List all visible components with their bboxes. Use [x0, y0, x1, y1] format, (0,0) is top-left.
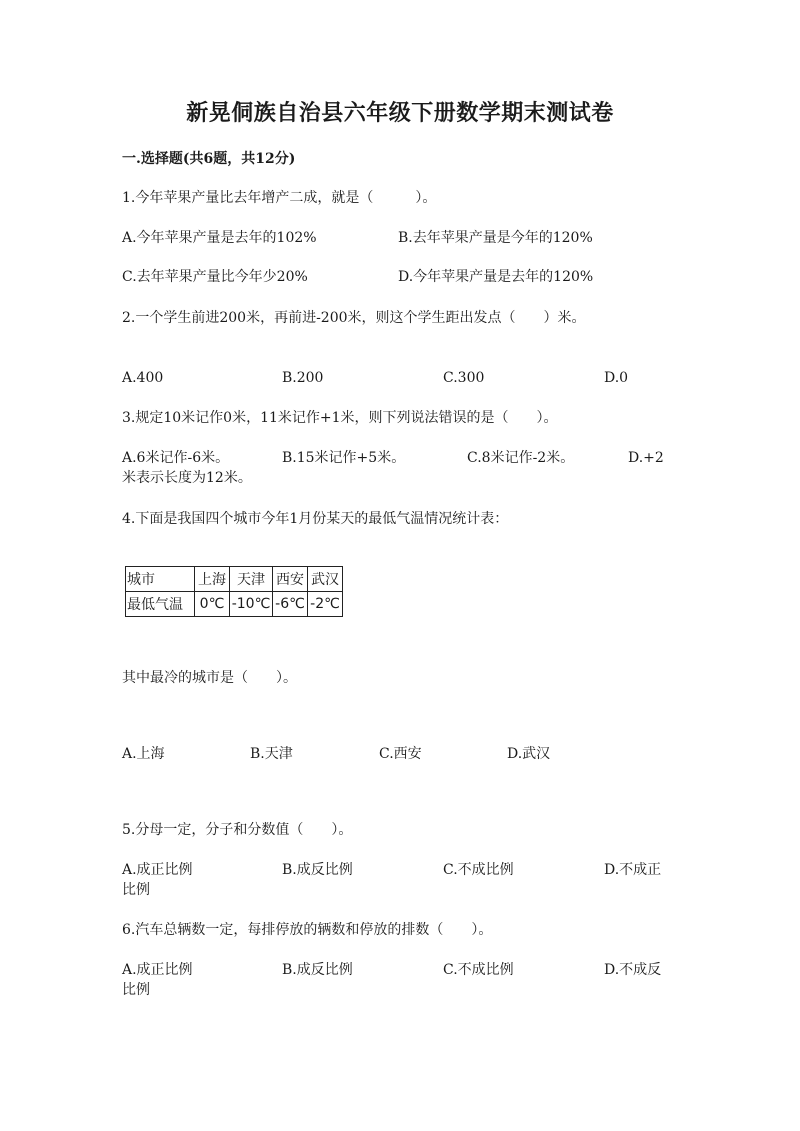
q5-option-b: B.成反比例	[282, 862, 353, 878]
q1-option-a: A.今年苹果产量是去年的102%	[122, 230, 317, 246]
q5-option-c: C.不成比例	[443, 862, 514, 878]
q4-option-d: D.武汉	[507, 746, 551, 762]
q3-option-d-continued: 米表示长度为12米。	[122, 470, 252, 486]
question-1: 1.今年苹果产量比去年增产二成，就是（ ）。	[122, 190, 437, 206]
table-cell: 武汉	[308, 567, 343, 592]
table-cell: -2℃	[308, 592, 343, 617]
question-3: 3.规定10米记作0米，11米记作+1米，则下列说法错误的是（ ）。	[122, 410, 558, 426]
question-5: 5.分母一定，分子和分数值（ ）。	[122, 822, 353, 838]
q5-option-d: D.不成正	[604, 862, 662, 878]
temperature-table	[125, 566, 343, 617]
q1-option-c: C.去年苹果产量比今年少20%	[122, 269, 308, 285]
table-cell: 西安	[273, 567, 308, 592]
question-4: 4.下面是我国四个城市今年1月份某天的最低气温情况统计表：	[122, 511, 509, 527]
q4-option-c: C.西安	[379, 746, 422, 762]
table-cell: -10℃	[230, 592, 273, 617]
table-row	[126, 567, 343, 592]
q1-option-d: D.今年苹果产量是去年的120%	[398, 269, 594, 285]
table-cell: 0℃	[195, 592, 230, 617]
q6-option-d: D.不成反	[604, 962, 662, 978]
q4-option-a: A.上海	[122, 746, 165, 762]
page-title: 新晃侗族自治县六年级下册数学期末测试卷	[186, 100, 614, 126]
question-2: 2.一个学生前进200米，再前进-200米，则这个学生距出发点（ ）米。	[122, 310, 586, 326]
table-row	[126, 592, 343, 617]
q6-option-a: A.成正比例	[122, 962, 193, 978]
q3-option-a: A.6米记作-6米。	[122, 450, 230, 466]
question-6: 6.汽车总辆数一定，每排停放的辆数和停放的排数（ ）。	[122, 922, 493, 938]
q2-option-a: A.400	[122, 370, 164, 386]
q4-option-b: B.天津	[250, 746, 293, 762]
q6-option-b: B.成反比例	[282, 962, 353, 978]
q2-option-b: B.200	[282, 370, 324, 386]
table-cell: 上海	[195, 567, 230, 592]
q6-option-d-continued: 比例	[122, 982, 150, 998]
q2-option-c: C.300	[443, 370, 485, 386]
q1-option-b: B.去年苹果产量是今年的120%	[398, 230, 593, 246]
q5-option-d-continued: 比例	[122, 882, 150, 898]
question-4-prompt: 其中最冷的城市是（ ）。	[122, 670, 297, 686]
q5-option-a: A.成正比例	[122, 862, 193, 878]
table-cell: 最低气温	[126, 592, 195, 617]
table-cell: 天津	[230, 567, 273, 592]
table-cell: 城市	[126, 567, 195, 592]
q2-option-d: D.0	[604, 370, 629, 386]
q3-option-c: C.8米记作-2米。	[467, 450, 575, 466]
table-cell: -6℃	[273, 592, 308, 617]
q3-option-b: B.15米记作+5米。	[282, 450, 406, 466]
section-heading: 一.选择题(共6题，共12分)	[122, 151, 296, 167]
q6-option-c: C.不成比例	[443, 962, 514, 978]
q3-option-d: D.+2	[628, 450, 664, 466]
